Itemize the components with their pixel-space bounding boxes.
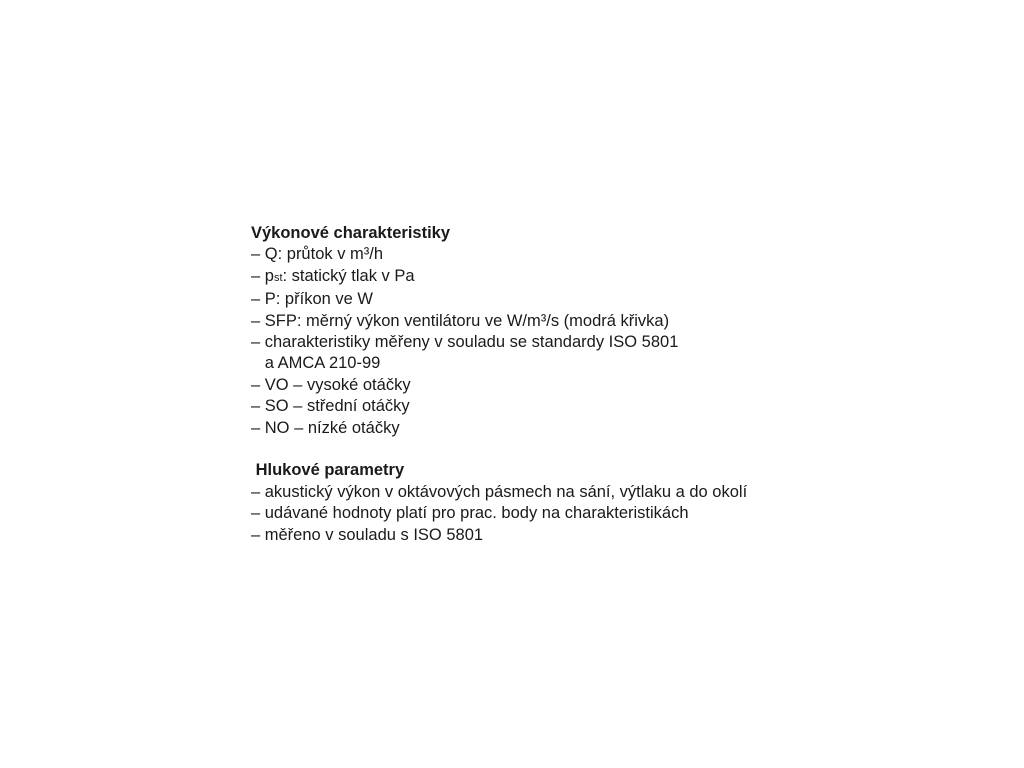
pst-subscript: st <box>273 271 283 284</box>
pst-prefix: – p <box>251 266 274 285</box>
list-item-measured: – měřeno v souladu s ISO 5801 <box>251 525 484 544</box>
list-item-standards: – charakteristiky měřeny v souladu se standardy ISO 5801 <box>251 333 679 352</box>
list-item-power: – P: příkon ve W <box>251 290 373 309</box>
list-item-high-speed: – VO – vysoké otáčky <box>251 375 411 394</box>
list-item-static-pressure <box>251 266 891 289</box>
document-body <box>251 223 891 546</box>
list-item-sfp: – SFP: měrný výkon ventilátoru ve W/m³/s (modrá křivka) <box>251 311 670 330</box>
list-item-values-valid: – udávané hodnoty platí pro prac. body na charakteristikách <box>251 504 689 523</box>
list-item-standards-cont: a AMCA 210-99 <box>251 354 381 373</box>
section-spacer <box>251 439 891 460</box>
list-item-low-speed: – NO – nízké otáčky <box>251 418 400 437</box>
list-item-acoustic-power: – akustický výkon v oktávových pásmech na sání, výtlaku a do okolí <box>251 482 748 501</box>
noise-heading: Hlukové parametry <box>251 461 405 480</box>
list-item-mid-speed: – SO – střední otáčky <box>251 397 410 416</box>
performance-heading: Výkonové charakteristiky <box>251 224 451 242</box>
pst-suffix: : statický tlak v Pa <box>282 266 415 285</box>
list-item-flow: – Q: průtok v m³/h <box>251 245 384 264</box>
